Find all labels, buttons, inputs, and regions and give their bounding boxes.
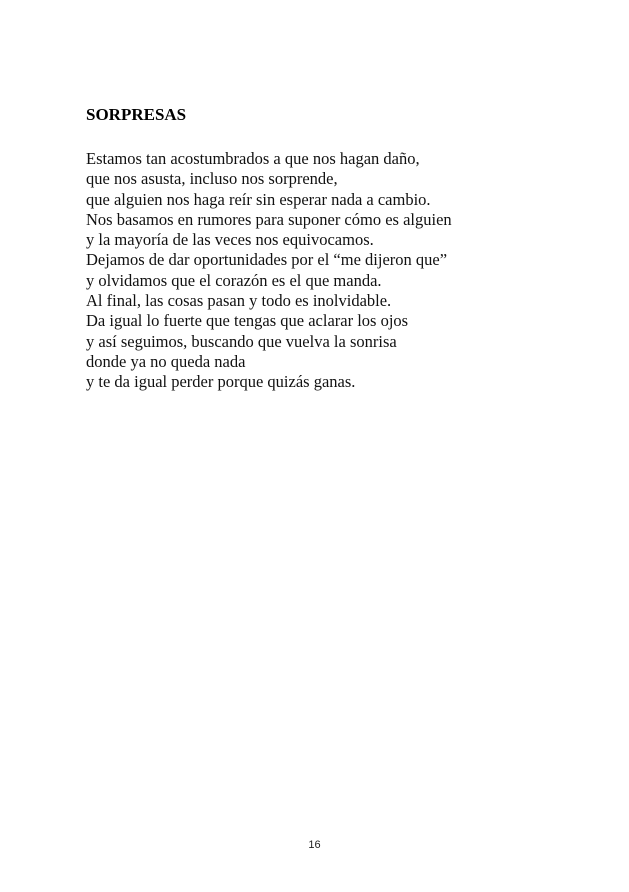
poem-line: y olvidamos que el corazón es el que manda.: [86, 270, 382, 290]
poem-line: donde ya no queda nada: [86, 351, 246, 371]
poem-line: Da igual lo fuerte que tengas que aclarar los ojos: [86, 311, 409, 331]
poem-line: que nos asusta, incluso nos sorprende,: [86, 169, 338, 189]
poem-line: Nos basamos en rumores para suponer cómo es alguien: [86, 209, 452, 229]
poem-line: y te da igual perder porque quizás ganas.: [86, 372, 356, 392]
poem-line: que alguien nos haga reír sin esperar nada a cambio.: [86, 189, 431, 209]
page-number: 16: [308, 839, 321, 851]
poem-line: Dejamos de dar oportunidades por el “me dijeron que”: [86, 250, 448, 270]
poem-line: Al final, las cosas pasan y todo es inolvidable.: [86, 291, 392, 311]
poem-line: y así seguimos, buscando que vuelva la sonrisa: [86, 331, 397, 351]
poem-line: Estamos tan acostumbrados a que nos hagan daño,: [86, 149, 420, 168]
poem-line: y la mayoría de las veces nos equivocamos.: [86, 230, 374, 250]
poem-body: [86, 149, 452, 393]
poem-title: SORPRESAS: [86, 105, 187, 124]
